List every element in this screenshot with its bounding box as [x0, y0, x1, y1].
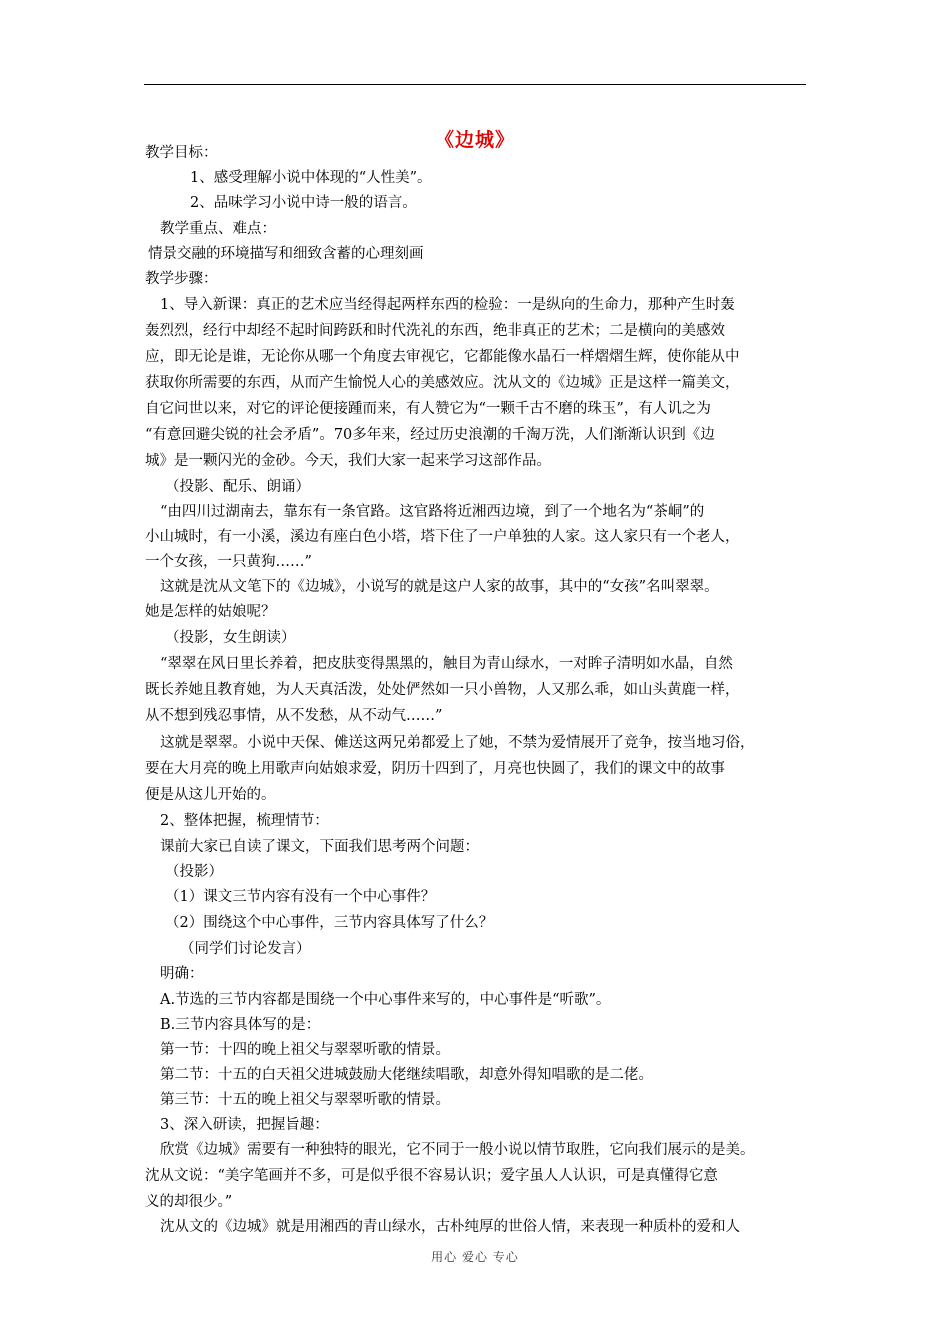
- text-line: 情景交融的环境描写和细致含蓄的心理刻画: [148, 246, 424, 262]
- text-line: 她是怎样的姑娘呢？: [145, 604, 276, 620]
- text-line: 城》是一颗闪光的金砂。今天，我们大家一起来学习这部作品。: [145, 453, 551, 469]
- text-line: 一个女孩，一只黄狗……”: [145, 554, 312, 570]
- text-line: （投影，女生朗读）: [165, 630, 296, 646]
- text-line: 第二节：十五的白天祖父进城鼓励大佬继续唱歌，却意外得知唱歌的是二佬。: [160, 1067, 653, 1083]
- text-line: 明确：: [160, 966, 204, 982]
- text-line: 轰烈烈，经行中却经不起时间跨跃和时代洗礼的东西，绝非真正的艺术；二是横向的美感效: [145, 323, 725, 339]
- text-line: 教学步骤：: [145, 271, 218, 287]
- text-line: 要在大月亮的晚上用歌声向姑娘求爱，阴历十四到了，月亮也快圆了，我们的课文中的故事: [145, 761, 725, 777]
- text-line: （同学们讨论发言）: [180, 941, 311, 957]
- text-line: 1、导入新课：真正的艺术应当经得起两样东西的检验：一是纵向的生命力，那种产生时轰: [160, 297, 735, 313]
- text-line: B.三节内容具体写的是：: [160, 1017, 321, 1033]
- page-footer: 用心 爱心 专心: [431, 1250, 519, 1264]
- text-line: 应，即无论是谁，无论你从哪一个角度去审视它，它都能像水晶石一样熠熠生辉，使你能从中: [145, 349, 740, 365]
- text-line: “由四川过湖南去，靠东有一条官路。这官路将近湘西边境，到了一个地名为“茶峒”的: [160, 504, 705, 520]
- text-line: 获取你所需要的东西，从而产生愉悦人心的美感效应。沈从文的《边城》正是这样一篇美文，: [145, 375, 740, 391]
- text-line: 便是从这儿开始的。: [145, 787, 276, 803]
- text-line: 从不想到残忍事情，从不发愁，从不动气……”: [145, 708, 443, 724]
- text-line: （投影）: [165, 864, 223, 880]
- text-line: 这就是翠翠。小说中天保、傩送这两兄弟都爱上了她，不禁为爱情展开了竞争，按当地习俗，: [160, 735, 755, 751]
- text-line: 教学目标：: [145, 145, 218, 161]
- document-title: 《边城》: [434, 129, 515, 151]
- text-line: 3、深入研读，把握旨趣：: [160, 1117, 329, 1133]
- text-line: A.节选的三节内容都是围绕一个中心事件来写的，中心事件是“听歌”。: [160, 992, 611, 1008]
- text-line: （1）课文三节内容有没有一个中心事件？: [165, 889, 436, 905]
- text-line: 既长养她且教育她，为人天真活泼，处处俨然如一只小兽物，人又那么乖，如山头黄鹿一样，: [145, 682, 740, 698]
- text-line: 课前大家已自读了课文，下面我们思考两个问题：: [160, 839, 479, 855]
- text-line: “有意回避尖锐的社会矛盾”。70多年来，经过历史浪潮的千淘万洗，人们渐渐认识到《边: [145, 427, 715, 443]
- text-line: （投影、配乐、朗诵）: [165, 479, 310, 495]
- text-line: 教学重点、难点：: [160, 221, 276, 237]
- text-line: 2、整体把握，梳理情节：: [160, 813, 329, 829]
- header-rule: [144, 84, 806, 85]
- text-line: 义的却很少。”: [145, 1194, 233, 1210]
- text-line: “翠翠在风日里长养着，把皮肤变得黑黑的，触目为青山绿水，一对眸子清明如水晶，自然: [160, 656, 733, 672]
- text-line: 1、感受理解小说中体现的“人性美”。: [190, 170, 432, 186]
- text-line: 沈从文的《边城》就是用湘西的青山绿水，古朴纯厚的世俗人情，来表现一种质朴的爱和人: [160, 1219, 740, 1235]
- text-line: 自它问世以来，对它的评论便接踵而来，有人赞它为“一颗千古不磨的珠玉”，有人讥之为: [145, 401, 711, 417]
- text-line: （2）围绕这个中心事件，三节内容具体写了什么？: [165, 915, 494, 931]
- text-line: 小山城时，有一小溪，溪边有座白色小塔，塔下住了一户单独的人家。这人家只有一个老人，: [145, 529, 740, 545]
- text-line: 沈从文说：“美字笔画并不多，可是似乎很不容易认识；爱字虽人人认识，可是真懂得它意: [145, 1168, 718, 1184]
- text-line: 第三节：十五的晚上祖父与翠翠听歌的情景。: [160, 1092, 450, 1108]
- text-line: 第一节：十四的晚上祖父与翠翠听歌的情景。: [160, 1042, 450, 1058]
- text-line: 欣赏《边城》需要有一种独特的眼光，它不同于一般小说以情节取胜，它向我们展示的是美。: [160, 1142, 755, 1158]
- text-line: 2、品味学习小说中诗一般的语言。: [190, 195, 417, 211]
- text-line: 这就是沈从文笔下的《边城》，小说写的就是这户人家的故事，其中的“女孩”名叫翠翠。: [160, 579, 719, 595]
